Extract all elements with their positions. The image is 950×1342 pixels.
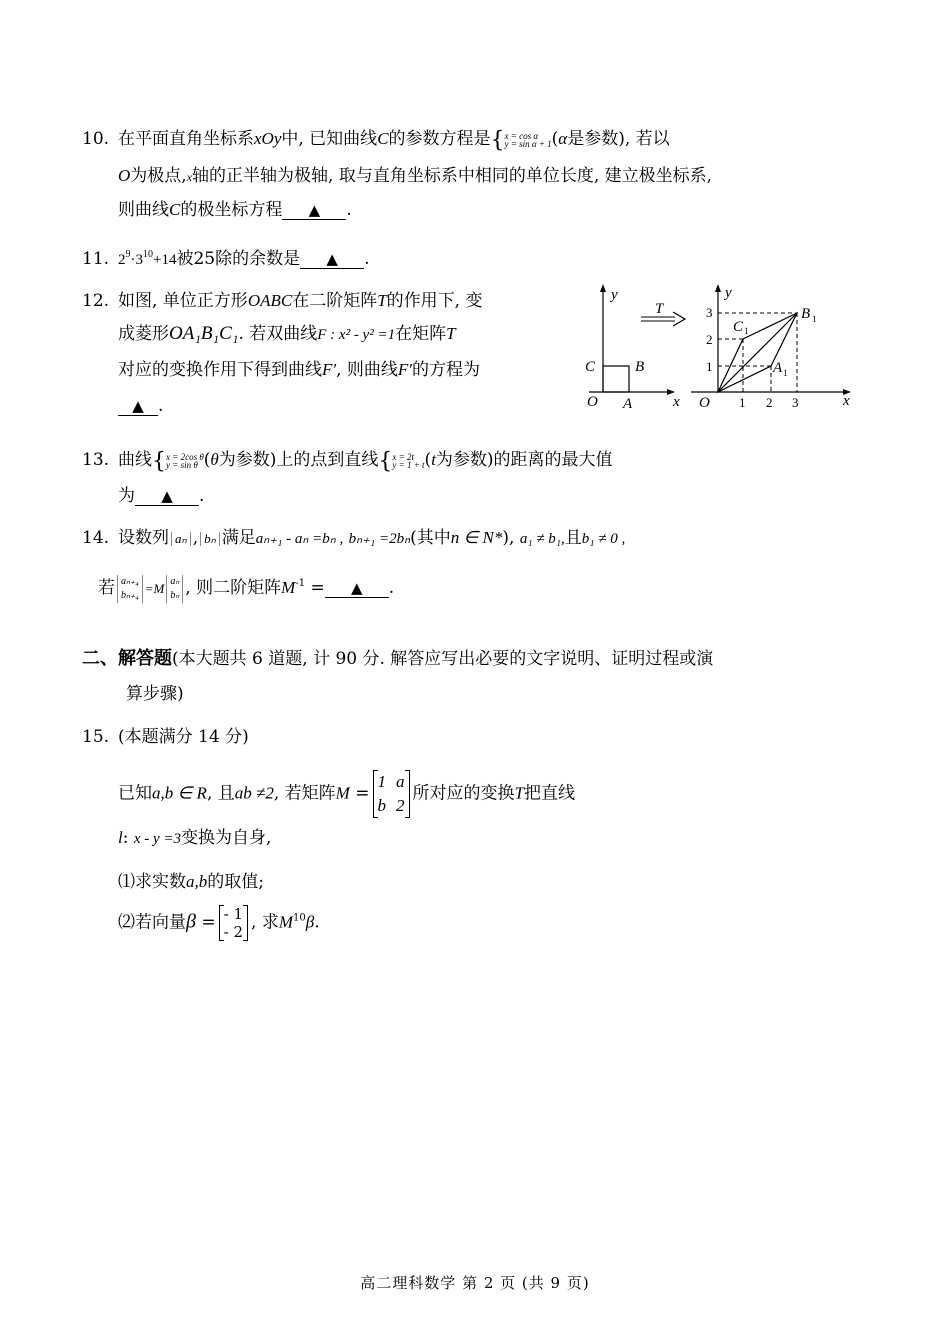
text: (其中	[410, 528, 451, 548]
text: 的参数方程是	[388, 129, 491, 149]
q11-number: 11.	[82, 249, 110, 269]
text: 在二阶矩阵	[292, 291, 378, 311]
point-B-label: B	[635, 359, 645, 375]
expression	[118, 249, 177, 268]
text: , 则曲线	[336, 360, 398, 380]
text: 的极坐标方程	[180, 200, 283, 220]
text: ,	[192, 528, 199, 548]
brace: {	[152, 449, 166, 474]
q12-number: 12.	[82, 291, 110, 311]
text: (	[203, 450, 211, 470]
right-x-label: x	[843, 393, 850, 409]
var: C	[377, 129, 389, 148]
text: 除的余数是	[215, 249, 301, 269]
q14-number: 14.	[82, 528, 110, 548]
var: O	[118, 166, 131, 185]
arrow-head	[673, 312, 685, 326]
q14-line1	[82, 526, 625, 551]
text: 轴的正半轴为极轴, 取与直角坐标系中相同的单位长度, 建立极坐标系,	[192, 166, 713, 186]
text: 2	[118, 252, 126, 268]
var: x	[186, 170, 193, 184]
text: :	[122, 828, 129, 848]
text: =	[310, 578, 325, 598]
text: , 求	[251, 912, 279, 933]
text: . 若双曲线	[238, 324, 318, 344]
q15-part1	[118, 870, 264, 894]
sys-top: x = cos α	[504, 130, 539, 141]
q15-number: 15.	[82, 727, 110, 747]
subscript: 1	[783, 368, 788, 378]
text: 求实数	[135, 872, 186, 892]
text: 设数列	[118, 528, 169, 548]
text: ⑴	[118, 872, 135, 892]
text: 的作用下, 变	[386, 291, 483, 311]
text: 已知	[118, 783, 152, 804]
arrow-label: T	[655, 301, 664, 317]
text: 满足	[221, 528, 256, 548]
text: =	[355, 783, 370, 804]
text: 中, 已知曲线	[281, 129, 378, 149]
point-B1-label: B	[801, 306, 811, 322]
var: OA₁B₁C₁	[169, 323, 239, 344]
inequality: b₁ ≠ 0 ,	[581, 531, 626, 547]
text: 若	[98, 578, 115, 598]
var: C	[169, 200, 181, 219]
point-A-label: A	[623, 396, 633, 412]
point-C1-label: C	[733, 319, 744, 335]
text: 在平面直角坐标系	[118, 129, 254, 149]
answer-blank: ▲	[282, 201, 346, 220]
answer-blank: ▲	[135, 487, 199, 506]
text: 为参数)上的点到直线	[218, 450, 379, 470]
x-tick: 2	[766, 395, 773, 410]
var: a,b	[186, 872, 208, 891]
vec-top: aₙ₊₄	[121, 575, 139, 587]
text: 成菱形	[118, 324, 169, 344]
q12-line1	[82, 289, 482, 313]
var: α	[558, 129, 568, 148]
q10-number: 10.	[82, 129, 110, 149]
param-system	[392, 453, 424, 469]
subscript: 1	[744, 326, 749, 336]
text: 且	[564, 528, 582, 548]
sys-top: x = 2cos θ	[166, 451, 204, 462]
text: , 则二阶矩阵	[185, 578, 282, 598]
text: 为极点,	[130, 166, 187, 186]
var: T	[514, 783, 524, 803]
var: OABC	[247, 291, 293, 310]
var: M	[281, 578, 296, 597]
text: =	[201, 912, 216, 933]
matrix-grid	[378, 770, 405, 818]
transformation-figure	[575, 280, 865, 415]
var: a,b ∈ R	[152, 783, 207, 803]
param-system	[505, 132, 552, 148]
text: ⑵	[118, 912, 135, 933]
text: 是参数), 若以	[567, 129, 670, 149]
text: .	[364, 249, 370, 269]
q10-line3	[118, 198, 352, 222]
q14-line2	[98, 572, 394, 603]
point-A1-label: A	[773, 360, 783, 376]
left-y-label: y	[611, 287, 618, 303]
text: =M	[144, 581, 165, 596]
point-C-label: C	[585, 359, 596, 375]
text: 则曲线	[118, 200, 169, 220]
text: 如图, 单位正方形	[118, 291, 248, 311]
text: +14	[153, 252, 177, 268]
text: ),	[502, 528, 515, 548]
text: , 若矩阵	[273, 783, 336, 804]
text: 所对应的变换	[412, 783, 515, 804]
sys-bot: y = 1 + t	[392, 459, 425, 470]
inequality: a₁ ≠ b₁,	[519, 531, 565, 547]
x-tick: 1	[739, 395, 746, 410]
var: F′	[322, 360, 337, 379]
text: 曲线	[118, 450, 152, 470]
x-tick: 3	[792, 395, 799, 410]
score: (本题满分 14 分)	[118, 727, 249, 747]
text: 被	[176, 249, 194, 269]
text: 的方程为	[412, 360, 481, 380]
right-y-arrow	[715, 284, 721, 292]
m11: 1	[377, 772, 386, 791]
param-system	[166, 453, 204, 469]
var: F′	[397, 360, 413, 379]
answer-blank: ▲	[300, 250, 364, 269]
text: 变换为自身,	[181, 828, 272, 848]
sequence-a: aₙ	[171, 532, 191, 546]
v-bot: - 2	[223, 923, 244, 941]
var: M	[335, 783, 350, 803]
answer-blank: ▲	[118, 397, 158, 416]
relation: aₙ₊₁ - aₙ =bₙ ,	[255, 531, 344, 547]
vec-top: aₙ	[170, 575, 180, 587]
text: 在矩阵	[395, 324, 447, 344]
answer-blank: ▲	[325, 579, 389, 598]
var: β	[186, 910, 196, 933]
text: 为参数)的距离的最大值	[435, 450, 613, 470]
q13-line1	[82, 448, 613, 474]
right-y-label: y	[725, 285, 732, 301]
m22: 2	[396, 796, 405, 815]
y-tick: 2	[706, 332, 713, 347]
text: .	[388, 578, 395, 598]
vector-n4	[117, 575, 143, 603]
vector-n	[166, 575, 183, 603]
y-tick: 1	[706, 359, 713, 374]
diagonal	[718, 313, 797, 392]
sys-bot: y = sin α + 1	[504, 138, 552, 149]
text: 25	[193, 249, 216, 269]
equation: x - y =3	[133, 831, 182, 847]
q15-header	[82, 725, 249, 749]
subscript: 1	[812, 314, 817, 324]
var: l	[118, 828, 123, 847]
left-y-arrow	[600, 284, 606, 292]
q15-line1	[118, 770, 575, 818]
left-origin-label: O	[587, 394, 598, 410]
q15-part2	[118, 905, 320, 941]
text: (	[424, 450, 432, 470]
y-tick: 3	[706, 305, 713, 320]
section-heading: 二、解答题	[82, 648, 172, 669]
relation: bₙ₊₁ =2bₙ	[348, 531, 411, 547]
left-x-label: x	[673, 394, 680, 410]
sup: 10	[143, 249, 153, 260]
var: xOy	[254, 129, 282, 148]
unit-square	[603, 366, 629, 392]
matrix-M	[373, 770, 410, 818]
section-desc: 算步骤)	[126, 684, 184, 704]
sys-top: x = 2t	[392, 451, 414, 462]
text: 若向量	[135, 912, 186, 933]
vector-beta	[219, 905, 248, 941]
q12-line4	[118, 394, 163, 418]
condition: ab ≠2	[234, 783, 274, 803]
var: β	[305, 912, 315, 932]
var: θ	[210, 450, 219, 469]
section2-line1	[82, 647, 713, 671]
var: T	[377, 291, 387, 310]
vec-bot: bₙ₊₄	[121, 589, 139, 601]
q12-line3	[118, 358, 480, 382]
q10-line1	[82, 127, 670, 153]
condition: n ∈ N*	[450, 528, 503, 547]
var: t	[431, 450, 436, 469]
section2-line2	[126, 682, 184, 706]
text: 把直线	[523, 783, 575, 804]
sup: -1	[295, 578, 306, 589]
text: .	[199, 486, 205, 506]
vec-bot: bₙ	[170, 589, 180, 601]
text: ·3	[130, 252, 143, 268]
v-top: - 1	[223, 905, 244, 923]
text: .	[314, 912, 320, 933]
var: M	[278, 912, 293, 932]
text: (	[551, 129, 559, 149]
sys-bot: y = sin θ	[166, 459, 198, 470]
page-footer: 高二理科数学 第 2 页 (共 9 页)	[360, 1274, 590, 1292]
sequence-b: bₙ	[200, 532, 220, 546]
q10-line2	[118, 164, 712, 189]
text: 为	[118, 486, 135, 506]
text: .	[346, 200, 352, 220]
q12-line2	[118, 322, 456, 347]
brace: {	[490, 128, 505, 153]
var: T	[446, 324, 456, 343]
m21: b	[377, 796, 386, 815]
q15-line2	[118, 826, 271, 851]
right-origin-label: O	[699, 395, 710, 411]
text: 的取值;	[207, 872, 264, 892]
brace: {	[378, 449, 393, 474]
section-desc: (本大题共 6 道题, 计 90 分. 解答应写出必要的文字说明、证明过程或演	[172, 649, 714, 669]
text: , 且	[206, 783, 235, 804]
sup: 10	[293, 912, 306, 924]
q11-line	[82, 243, 370, 272]
q13-number: 13.	[82, 450, 110, 470]
m12: a	[396, 772, 405, 791]
sup: 9	[125, 249, 131, 260]
text: .	[158, 396, 164, 416]
q13-line2	[118, 484, 204, 508]
var: F : x² - y² =1	[317, 327, 396, 343]
text: 对应的变换作用下得到曲线	[118, 360, 322, 380]
